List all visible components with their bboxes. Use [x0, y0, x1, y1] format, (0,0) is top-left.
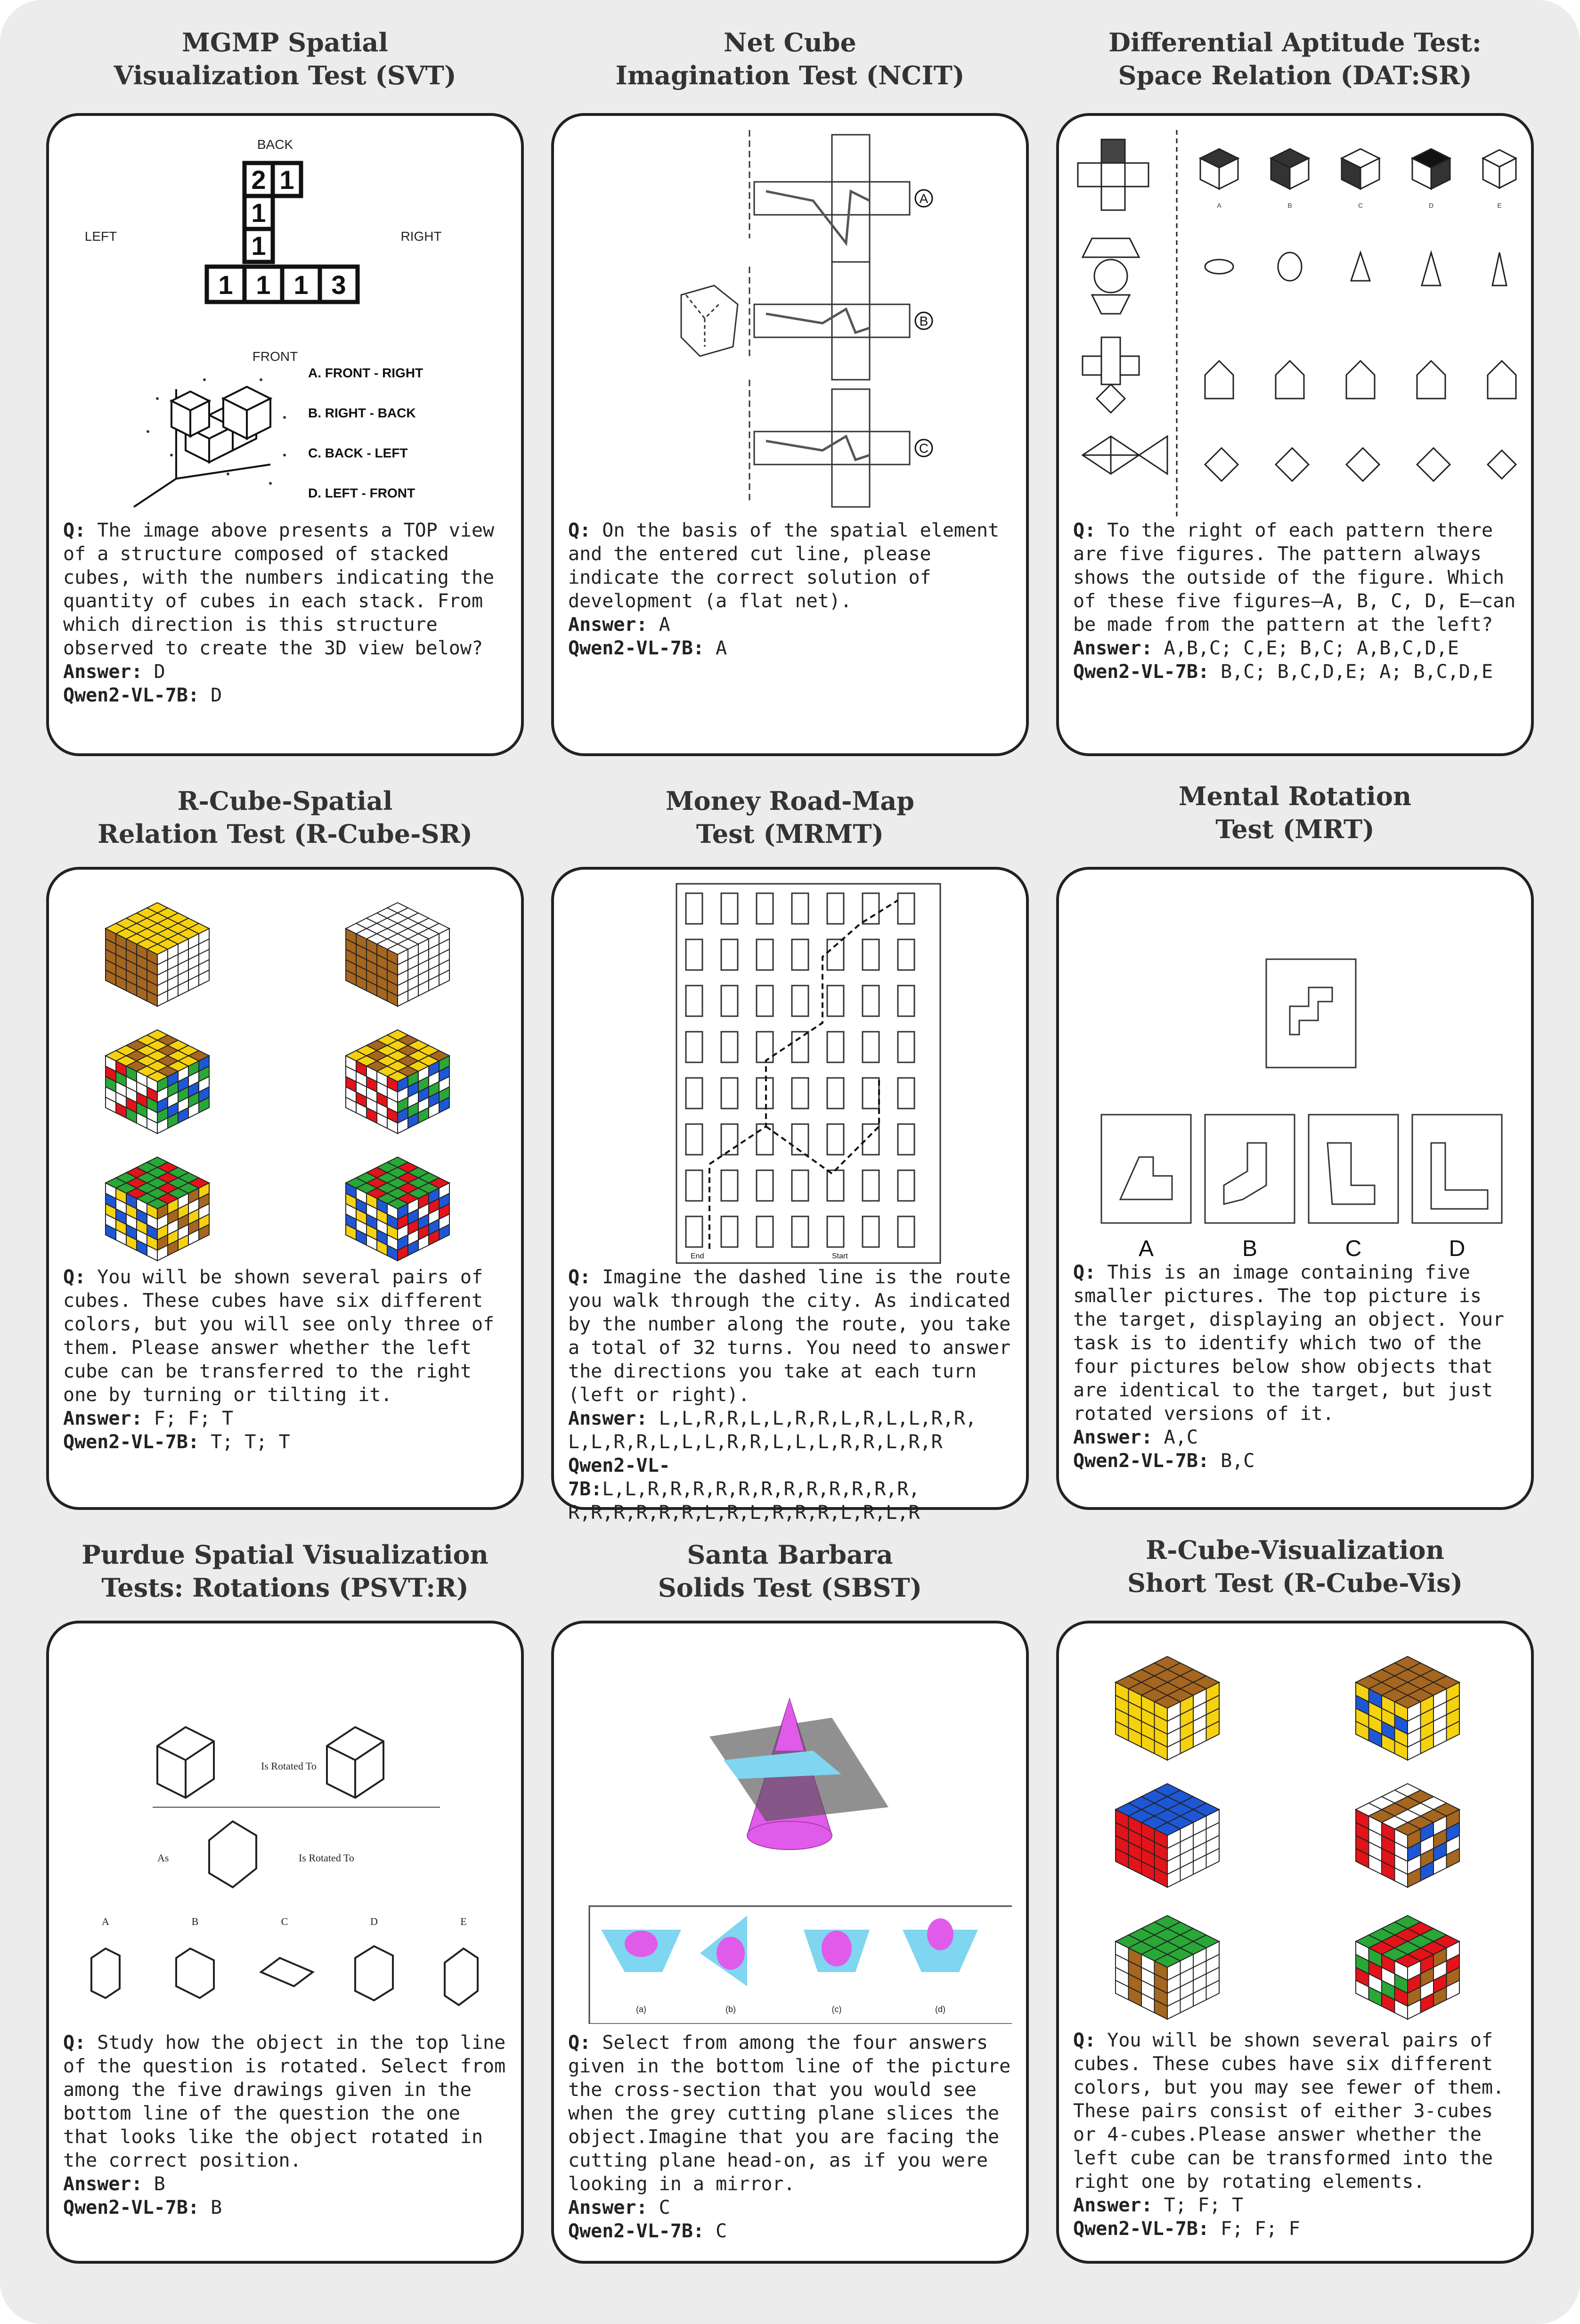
panel-title: [46, 784, 524, 850]
map-block: [757, 986, 773, 1016]
panel-card: [46, 1621, 524, 2264]
svt-diagram: [63, 125, 507, 521]
map-block: [757, 1078, 773, 1109]
answer-value: A,C: [1164, 1427, 1198, 1448]
answer-value: B: [154, 2173, 165, 2195]
q-label: Q:: [63, 1266, 86, 1288]
answer-value: C: [659, 2197, 670, 2218]
map-block: [686, 1078, 702, 1109]
psvt-letter: E: [460, 1916, 467, 1927]
map-block: [863, 1170, 879, 1201]
model-label: Qwen2-VL-7B:: [568, 1455, 670, 1500]
map-block: [792, 1170, 808, 1201]
sbst-letter: (d): [935, 2005, 945, 2014]
question-text: This is an image containing five smaller pictures. The top picture is the target, displaying an object. Your task is to identify which two of the four pictures below show objects that are identical to the target, but just rotated versions of it.: [1073, 1262, 1505, 1425]
grid-value: 3: [331, 270, 346, 300]
ncit-option: C: [919, 441, 929, 456]
dat-letter: D: [1428, 202, 1434, 209]
psvt-letter: D: [370, 1916, 378, 1927]
label-left: LEFT: [84, 229, 117, 244]
title-line-2: Relation Test (R-Cube-SR): [98, 819, 472, 849]
model-value: A: [716, 637, 727, 659]
psvt-letter: C: [281, 1916, 288, 1927]
answer-label: Answer:: [568, 2197, 648, 2218]
mrt-letter: D: [1449, 1236, 1466, 1261]
mrt-letter: C: [1345, 1236, 1362, 1261]
panel-title: [551, 784, 1029, 850]
question-text: On the basis of the spatial element and the entered cut line, please indicate the correct solution of development (a flat net).: [568, 520, 1000, 612]
question-text: You will be shown several pairs of cubes. These cubes have six different colors, but you will see only three of them. Please answer whether the left cube can be transferred to the right one by turning or tilting it.: [63, 1266, 495, 1406]
mrt-letter: B: [1242, 1236, 1258, 1261]
map-block: [898, 1216, 914, 1247]
cube-pairs: [63, 884, 507, 1270]
title-line-1: Net Cube: [724, 27, 856, 57]
svt-option: C. BACK - LEFT: [308, 446, 408, 460]
map-block: [757, 939, 773, 970]
map-block: [792, 1216, 808, 1247]
title-line-2: Tests: Rotations (PSVT:R): [101, 1573, 469, 1603]
answer-label: Answer:: [63, 1408, 143, 1429]
answer-value: T; F; T: [1164, 2194, 1244, 2216]
sbst-letter: (b): [725, 2005, 736, 2014]
panel-card: [46, 113, 524, 756]
map-block: [898, 1124, 914, 1155]
model-value: F; F; F: [1221, 2218, 1300, 2240]
panel-card: [46, 867, 524, 1510]
svt-figure: [63, 125, 507, 521]
label-back: BACK: [257, 137, 293, 152]
question-block: [568, 519, 1016, 660]
dat-figure: [1073, 125, 1517, 521]
rcube-sr-figure: [63, 884, 507, 1270]
panel-title: [551, 26, 1029, 92]
sbst-figure: [568, 1642, 1012, 2024]
map-block: [863, 986, 879, 1016]
title-line-2: Test (MRT): [1215, 814, 1375, 844]
map-block: [863, 939, 879, 970]
panel-card: [1056, 113, 1534, 756]
rcube-vis-figure: [1073, 1638, 1517, 2024]
question-text: Imagine the dashed line is the route you walk through the city. As indicated by the number along the route, you take a total of 32 turns. You need to answer the directions you take at each turn (left or right).: [568, 1266, 1011, 1406]
title-line-2: Solids Test (SBST): [658, 1573, 922, 1603]
answer-label: Answer:: [63, 2173, 143, 2195]
map-block: [827, 1078, 844, 1109]
model-value: D: [211, 685, 222, 706]
label-front: FRONT: [252, 349, 298, 364]
map-block: [898, 1078, 914, 1109]
question-text: The image above presents a TOP view of a structure composed of stacked cubes, with the numbers indicating the quantity of cubes in each stack. From which direction is this structure observed to create the 3D view below?: [63, 520, 495, 659]
dat-choices: [1200, 149, 1516, 481]
q-label: Q:: [1073, 520, 1096, 541]
map-block: [827, 1170, 844, 1201]
map-block: [827, 986, 844, 1016]
model-label: Qwen2-VL-7B:: [1073, 1450, 1209, 1472]
panel-card: [1056, 1621, 1534, 2264]
map-block: [757, 1216, 773, 1247]
answer-label: Answer:: [568, 614, 648, 636]
mrt-figure: [1073, 879, 1517, 1265]
title-line-1: R-Cube-Visualization: [1146, 1535, 1444, 1565]
map-block: [863, 893, 879, 924]
model-label: Qwen2-VL-7B:: [63, 685, 199, 706]
map-block: [792, 986, 808, 1016]
grid-value: 1: [279, 165, 294, 195]
model-label: Qwen2-VL-7B:: [63, 1431, 199, 1453]
question-block: [568, 2031, 1016, 2243]
ncit-option: A: [919, 191, 928, 206]
title-line-1: MGMP Spatial: [182, 27, 388, 57]
title-line-2: Test (MRMT): [696, 819, 884, 849]
svt-option: B. RIGHT - BACK: [308, 406, 416, 420]
question-text: Study how the object in the top line of the question is rotated. Select from among the five drawings given in the bottom line of the question the one that looks like the object rotated in the correct position.: [63, 2032, 506, 2171]
map-block: [792, 1078, 808, 1109]
psvt-diagram: [63, 1680, 507, 2024]
map-block: [792, 893, 808, 924]
dat-letter: E: [1497, 202, 1502, 209]
panel-card: [551, 113, 1029, 756]
mrt-diagram: [1073, 879, 1517, 1265]
map-block: [721, 1216, 738, 1247]
dat-letter: B: [1287, 202, 1292, 209]
question-block: [63, 1265, 511, 1454]
rotated-to-label: Is Rotated To: [261, 1760, 317, 1772]
panel-title: [551, 1538, 1029, 1604]
psvt-letter: B: [191, 1916, 199, 1927]
map-block: [721, 1170, 738, 1201]
map-block: [863, 1032, 879, 1062]
model-value: B,C: [1221, 1450, 1255, 1472]
model-label: Qwen2-VL-7B:: [1073, 2218, 1209, 2240]
grid-value: 1: [251, 198, 266, 228]
answer-label: Answer:: [1073, 637, 1153, 659]
map-block: [721, 986, 738, 1016]
isometric-view: [134, 378, 286, 507]
panel-title: [1056, 1533, 1534, 1599]
q-label: Q:: [63, 2032, 86, 2054]
question-text: You will be shown several pairs of cubes. These cubes have six different colors, but you may see fewer of them. These pairs consist of either 3-cubes or 4-cubes.Please answer whether the left cube can be transformed into the right one by rotating elements.: [1073, 2030, 1505, 2193]
map-block: [827, 893, 844, 924]
model-value: C: [716, 2220, 727, 2242]
map-block: [863, 1216, 879, 1247]
model-label: Qwen2-VL-7B:: [568, 2220, 704, 2242]
cube-pairs: [1073, 1638, 1517, 2024]
map-block: [721, 1078, 738, 1109]
sbst-letter: (a): [636, 2005, 646, 2014]
map-block: [898, 1032, 914, 1062]
map-block: [827, 1124, 844, 1155]
title-line-1: Mental Rotation: [1178, 781, 1412, 811]
sbst-letter: (c): [831, 2005, 842, 2014]
label-right: RIGHT: [400, 229, 442, 244]
map-block: [686, 1170, 702, 1201]
model-value: T; T; T: [211, 1431, 290, 1453]
map-block: [898, 893, 914, 924]
title-line-2: Visualization Test (SVT): [114, 60, 456, 90]
dat-letter: C: [1358, 202, 1363, 209]
map-block: [898, 986, 914, 1016]
grid-value: 1: [293, 270, 309, 300]
model-value: L,L,R,R,R,R,R,R,R,R,R,R,R,R,: [602, 1478, 920, 1500]
map-block: [721, 1032, 738, 1062]
as-label: As: [157, 1852, 169, 1864]
grid-value: 1: [251, 231, 266, 261]
question-block: [1073, 519, 1521, 684]
q-label: Q:: [568, 1266, 591, 1288]
dat-diagram: [1073, 125, 1517, 521]
map-block: [898, 939, 914, 970]
question-block: [1073, 1261, 1521, 1473]
model-label: Qwen2-VL-7B:: [63, 2197, 199, 2218]
psvt-letter: A: [102, 1916, 109, 1927]
map-block: [686, 1032, 702, 1062]
question-block: [1073, 2029, 1521, 2241]
title-line-2: Short Test (R-Cube-Vis): [1127, 1568, 1463, 1598]
panel-card: [1056, 867, 1534, 1510]
rotated-to-label: Is Rotated To: [299, 1852, 354, 1864]
panel-title: [1056, 780, 1534, 846]
map-block: [686, 1216, 702, 1247]
question-block: [568, 1265, 1016, 1525]
q-label: Q:: [1073, 1262, 1096, 1283]
answer-value: A: [659, 614, 670, 636]
answer-value: A,B,C; C,E; B,C; A,B,C,D,E: [1164, 637, 1459, 659]
ncit-figure: [568, 125, 1012, 521]
answer-value: D: [154, 661, 165, 683]
question-block: [63, 519, 511, 707]
answer-value-cont: L,L,R,R,L,L,L,R,R,L,L,L,R,R,L,R,R: [568, 1431, 943, 1453]
question-text: Select from among the four answers given in the bottom line of the picture the cross-section that you would see when the grey cutting plane slices the object.Imagine that you are facing the cutting plane head-on, as if you were looking in a mirror.: [568, 2032, 1011, 2195]
label-end: End: [691, 1252, 704, 1260]
map-block: [686, 1124, 702, 1155]
title-line-1: Purdue Spatial Visualization: [81, 1540, 489, 1570]
grid-value: 1: [256, 270, 271, 300]
ncit-diagram: [568, 125, 1012, 521]
title-line-1: R-Cube-Spatial: [177, 786, 393, 816]
answer-label: Answer:: [63, 661, 143, 683]
mrmt-figure: [568, 881, 1012, 1268]
map-block: [757, 1170, 773, 1201]
map-block: [792, 939, 808, 970]
psvt-figure: [63, 1680, 507, 2024]
map-block: [792, 1032, 808, 1062]
answer-value: L,L,R,R,L,L,R,R,L,R,L,L,R,R,: [659, 1408, 977, 1429]
map-block: [898, 1170, 914, 1201]
svt-option: A. FRONT - RIGHT: [308, 366, 424, 380]
model-value: B: [211, 2197, 222, 2218]
question-text: To the right of each pattern there are five figures. The pattern always shows the outside of the figure. Which of these five figures—A, B, C, D, E—can be made from the pattern at the left?: [1073, 520, 1516, 636]
label-start: Start: [832, 1252, 848, 1260]
q-label: Q:: [568, 2032, 591, 2054]
model-value-cont: R,R,R,R,R,R,L,R,L,R,R,R,L,R,L,R: [568, 1502, 920, 1524]
map-block: [686, 893, 702, 924]
map-block: [686, 986, 702, 1016]
sbst-diagram: [568, 1642, 1012, 2024]
dat-letter: A: [1217, 202, 1222, 209]
title-line-2: Imagination Test (NCIT): [615, 60, 965, 90]
road-map: [568, 881, 1012, 1268]
answer-label: Answer:: [1073, 2194, 1153, 2216]
answer-label: Answer:: [568, 1408, 648, 1429]
panel-card: [551, 867, 1029, 1524]
q-label: Q:: [1073, 2030, 1096, 2051]
title-line-1: Differential Aptitude Test:: [1108, 27, 1482, 57]
map-block: [827, 1216, 844, 1247]
model-label: Qwen2-VL-7B:: [1073, 661, 1209, 683]
map-block: [721, 893, 738, 924]
panel-title: [46, 26, 524, 92]
ncit-option: B: [919, 314, 928, 328]
map-block: [757, 893, 773, 924]
panel-title: [1056, 26, 1534, 92]
answer-label: Answer:: [1073, 1427, 1153, 1448]
model-value: B,C; B,C,D,E; A; B,C,D,E: [1221, 661, 1493, 683]
map-block: [827, 1032, 844, 1062]
q-label: Q:: [63, 520, 86, 541]
mrt-letter: A: [1138, 1236, 1154, 1261]
map-block: [721, 939, 738, 970]
map-block: [686, 939, 702, 970]
panel-title: [46, 1538, 524, 1604]
question-block: [63, 2031, 511, 2219]
title-line-2: Space Relation (DAT:SR): [1118, 60, 1472, 90]
map-block: [827, 939, 844, 970]
map-block: [757, 1032, 773, 1062]
answer-value: F; F; T: [154, 1408, 234, 1429]
svt-option: D. LEFT - FRONT: [308, 486, 415, 500]
q-label: Q:: [568, 520, 591, 541]
grid-value: 1: [218, 270, 233, 300]
grid-value: 2: [251, 165, 266, 195]
panel-card: [551, 1621, 1029, 2264]
title-line-1: Money Road-Map: [665, 786, 915, 816]
title-line-1: Santa Barbara: [687, 1540, 893, 1570]
map-block: [863, 1078, 879, 1109]
model-label: Qwen2-VL-7B:: [568, 637, 704, 659]
